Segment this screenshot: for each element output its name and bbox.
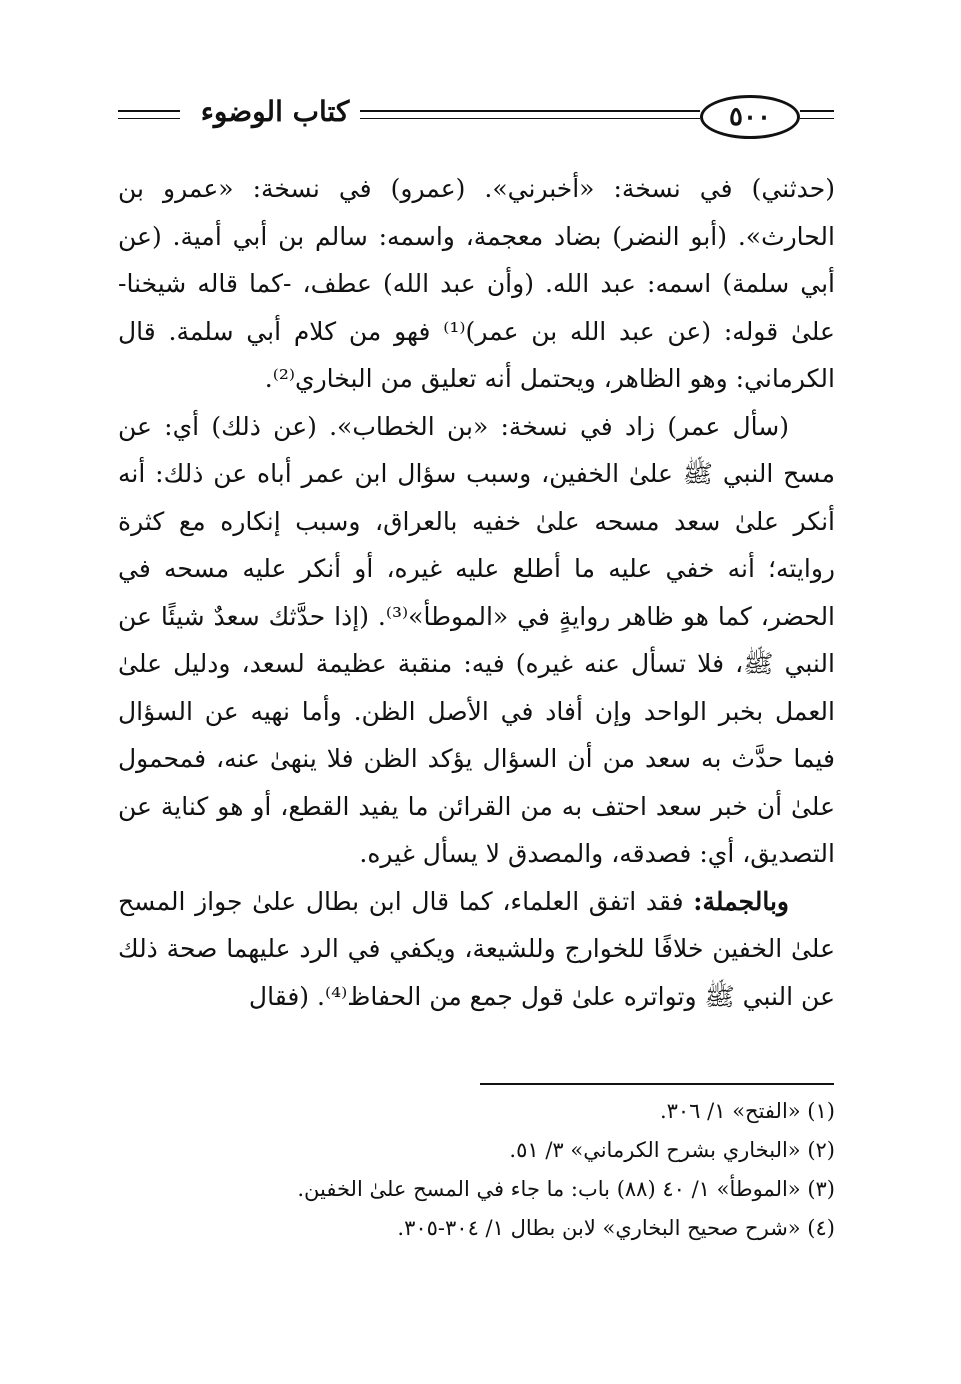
paragraph-3-lead: وبالجملة:: [693, 886, 789, 916]
paragraph-1-text: (حدثني) في نسخة: «أخبرني». (عمرو) في نسخة: «عمرو بن الحارث». (أبو النضر) بضاد معجمة، واسمه: سالم بن أبي أمية. (عن أبي سلمة) اسمه: عبد الله. (وأن عبد الله) عطف، -كما قاله شيخنا- علىٰ قوله: (عن عبد الله بن عمر)⁽¹⁾ فهو من كلام أبي سلمة. قال الكرماني: وهو الظاهر، ويحتمل أنه تعليق من البخاري⁽²⁾.: [118, 174, 835, 393]
body-text: [118, 165, 835, 1020]
footnote-2: (٢) «البخاري بشرح الكرماني» ٣/ ٥١.: [509, 1138, 835, 1162]
footnote-1: (١) «الفتح» ١/ ٣٠٦.: [659, 1099, 835, 1123]
header-rule-left-bottom: [118, 118, 180, 119]
paragraph-1: [118, 165, 835, 403]
paragraph-3: [118, 878, 835, 1021]
paragraph-2: [118, 403, 835, 878]
footnotes: [118, 1092, 835, 1248]
page-number-ornament: [700, 95, 800, 139]
header-rule-left-top: [118, 110, 180, 112]
header-title: كتاب الوضوء: [200, 95, 350, 128]
header-rule-right-top: [800, 110, 834, 112]
footnote-3: (٣) «الموطأ» ١/ ٤٠ (٨٨) باب: ما جاء في المسح علىٰ الخفين.: [297, 1177, 835, 1201]
header-rule-right-bottom: [800, 118, 834, 119]
paragraph-2-text: (سأل عمر) زاد في نسخة: «بن الخطاب». (عن ذلك) أي: عن مسح النبي ﷺ علىٰ الخفين، وسبب سؤال ابن عمر أباه عن ذلك: أنه أنكر علىٰ سعد مسحه علىٰ خفيه بالعراق، وسبب إنكاره مع كثرة روايته؛ أنه خفي عليه ما أطلع عليه غيره، أو أنكر عليه مسحه في الحضر، كما هو ظاهر روايةٍ في «الموطأ»⁽³⁾. (إذا حدَّثك سعدٌ شيئًا عن النبي ﷺ، فلا تسأل عنه غيره) فيه: منقبة عظيمة لسعد، ودليل علىٰ العمل بخبر الواحد وإن أفاد في الأصل الظن. وأما نهيه عن السؤال فيما حدَّث به سعد من أن السؤال يؤكد الظن فلا ينهىٰ عنه، فمحمول علىٰ أن خبر سعد احتف به من القرائن ما يفيد القطع، أو هو كناية عن التصديق، أي: فصدقه، والمصدق لا يسأل غيره.: [118, 411, 836, 868]
footnote-separator: [480, 1083, 834, 1085]
paragraph-3-text: فقد اتفق العلماء، كما قال ابن بطال علىٰ جواز المسح علىٰ الخفين خلافًا للخوارج وللشيعة، ويكفي في الرد عليهما صحة ذلك عن النبي ﷺ وتواتره علىٰ قول جمع من الحفاظ⁽⁴⁾. (فقال: [118, 886, 835, 1011]
page-number: ٥٠٠: [729, 102, 771, 132]
header-rule-middle-bottom: [360, 118, 700, 119]
footnote-4: (٤) «شرح صحيح البخاري» لابن بطال ١/ ٣٠٤-٣٠٥.: [397, 1216, 835, 1240]
header-rule-middle-top: [360, 110, 700, 112]
